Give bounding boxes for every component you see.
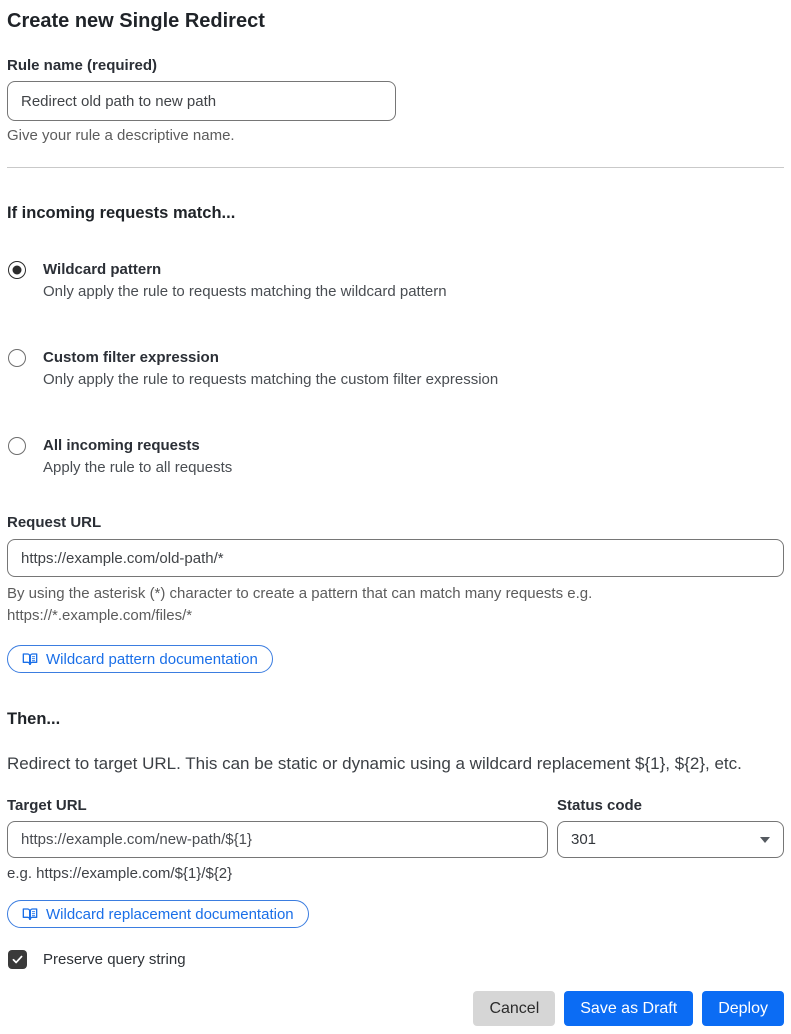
radio-description: Only apply the rule to requests matching the custom filter expression — [43, 371, 499, 388]
radio-label: Custom filter expression — [43, 349, 219, 366]
then-description: Redirect to target URL. This can be static or dynamic using a wildcard replacement ${1}, ${2}, etc. — [7, 754, 742, 773]
open-book-icon — [22, 651, 38, 667]
radio-description: Apply the rule to all requests — [43, 459, 233, 476]
doc-button-label: Wildcard pattern documentation — [46, 650, 258, 668]
radio-button-icon[interactable] — [8, 437, 26, 455]
match-type-radio-group — [7, 259, 784, 479]
radio-option-wildcard-pattern[interactable] — [7, 259, 784, 303]
save-as-draft-button[interactable]: Save as Draft — [564, 991, 693, 1026]
radio-button-icon[interactable] — [8, 349, 26, 367]
cancel-button[interactable]: Cancel — [473, 991, 555, 1026]
wildcard-pattern-doc-button[interactable] — [7, 645, 273, 673]
match-section-heading: If incoming requests match... — [7, 204, 236, 222]
rule-name-label: Rule name (required) — [7, 57, 158, 74]
target-url-helper: e.g. https://example.com/${1}/${2} — [7, 865, 233, 882]
wildcard-replacement-doc-button[interactable] — [7, 900, 309, 928]
target-url-input[interactable] — [7, 821, 548, 858]
chevron-down-icon — [760, 837, 770, 843]
radio-button-icon[interactable] — [8, 261, 26, 279]
radio-option-all-requests[interactable] — [7, 435, 784, 479]
target-status-row — [7, 795, 784, 884]
request-url-input[interactable] — [7, 539, 784, 577]
status-code-value: 301 — [571, 831, 597, 848]
target-url-label: Target URL — [7, 797, 87, 814]
radio-option-custom-filter[interactable] — [7, 347, 784, 391]
section-divider — [7, 167, 784, 168]
radio-label: Wildcard pattern — [43, 261, 162, 278]
preserve-query-string-row[interactable] — [7, 950, 784, 969]
radio-description: Only apply the rule to requests matching the wildcard pattern — [43, 283, 447, 300]
status-code-select[interactable] — [557, 821, 784, 858]
open-book-icon — [22, 906, 38, 922]
rule-name-input[interactable] — [7, 81, 396, 121]
checkbox-checked-icon[interactable] — [8, 950, 27, 969]
radio-label: All incoming requests — [43, 437, 200, 454]
deploy-button[interactable]: Deploy — [702, 991, 784, 1026]
then-section-heading: Then... — [7, 710, 61, 728]
rule-name-helper: Give your rule a descriptive name. — [7, 127, 235, 144]
doc-button-label: Wildcard replacement documentation — [46, 905, 294, 923]
request-url-helper: By using the asterisk (*) character to create a pattern that can match many requests e.g. https://*.example.com/files/* — [7, 585, 593, 624]
preserve-query-string-label: Preserve query string — [43, 951, 186, 968]
footer-actions — [7, 991, 784, 1026]
page-title: Create new Single Redirect — [7, 10, 265, 32]
status-code-label: Status code — [557, 797, 643, 814]
request-url-label: Request URL — [7, 514, 102, 531]
